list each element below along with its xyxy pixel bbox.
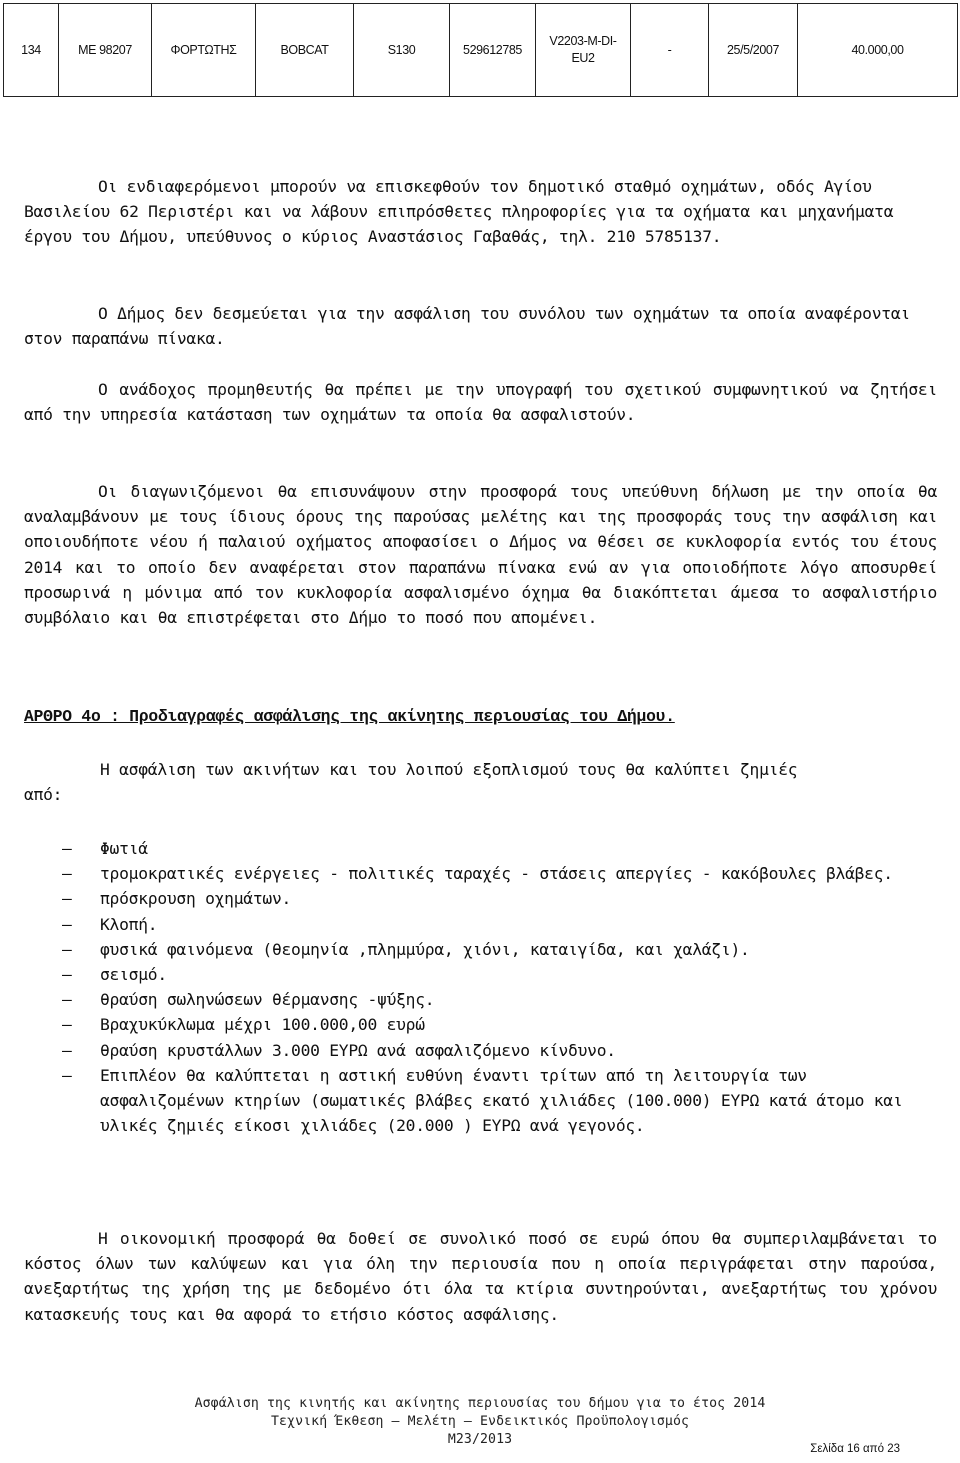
- dash-bullet: –: [62, 1065, 72, 1085]
- page-number: Σελίδα 16 από 23: [810, 1443, 900, 1455]
- table-cell: 40.000,00: [798, 4, 958, 97]
- list-item-text: φυσικά φαινόμενα (θεομηνία ,πλημμύρα, χιόνι, καταιγίδα, και χαλάζι).: [100, 939, 750, 959]
- footer-title: Ασφάλιση της κινητής και ακίνητης περιουσίας του δήμου για το έτος 2014: [194, 1396, 766, 1411]
- list-item-text: Κλοπή.: [100, 914, 158, 934]
- footer-reference: Μ23/2013: [447, 1432, 513, 1447]
- dash-bullet: –: [62, 839, 72, 858]
- list-item: [24, 937, 937, 962]
- dash-bullet: –: [62, 965, 72, 985]
- list-item-text: Φωτιά: [100, 839, 148, 858]
- table-row: [4, 4, 958, 97]
- paragraph-bidders: Οι διαγωνιζόμενοι θα επισυνάψουν στην προσφορά τους υπεύθυνη δήλωση με την οποία θα αναλαμβάνουν με τους ίδιους όρους της παρούσας μελέτης και της προσφοράς τους την ασφάλιση και οποιουδήποτε νέου ή παλαιού οχήματος αποφασίσει ο Δήμος να θέσει σε κυκλοφορία εντός του έτους 2014 και το οποίο δεν αναφέρεται στον παραπάνω πίνακα ενώ αν για οποιοδήποτε λόγο αποσυρθεί προσωρινά η μόνιμα από τον κυκλοφορία ασφαλισμένο όχημα θα διακόπτεται άμεσα το ασφαλιστήριο συμβόλαιο και θα επιστρέφεται στο Δήμο το ποσό που απομένει.: [24, 482, 937, 628]
- list-item-text: πρόσκρουση οχημάτων.: [100, 889, 292, 909]
- table-cell: BOBCAT: [256, 4, 354, 97]
- list-item-text: Επιπλέον θα καλύπτεται η αστική ευθύνη έναντι τρίτων από τη λειτουργία των ασφαλιζομένων κτηρίων (σωματικές βλάβες εκατό χιλιάδες (100.000) ΕΥΡΩ κατά άτομο και υλικές ζημιές είκοσι χιλιάδες (20.000 ) ΕΥΡΩ ανά γεγονός.: [100, 1065, 903, 1136]
- list-item-text: σεισμό.: [100, 965, 167, 985]
- table-cell: 134: [4, 4, 59, 97]
- table-cell: 529612785: [450, 4, 536, 97]
- list-item: [24, 861, 937, 886]
- list-item: [24, 1038, 937, 1063]
- dash-bullet: –: [62, 914, 72, 934]
- vehicle-table: [3, 3, 958, 97]
- list-item-text: θραύση σωληνώσεων θέρμανσης -ψύξης.: [100, 990, 435, 1010]
- table-cell: V2203-M-DI-EU2: [536, 4, 631, 97]
- list-item: [24, 962, 937, 987]
- dash-bullet: –: [62, 864, 72, 884]
- dash-bullet: –: [62, 1015, 72, 1035]
- list-item-text: τρομοκρατικές ενέργειες - πολιτικές ταραχές - στάσεις απεργίες - κακόβουλες βλάβες.: [100, 864, 893, 884]
- coverage-intro-cont: από:: [24, 785, 63, 804]
- list-item: [24, 886, 937, 911]
- list-item-text: θραύση κρυστάλλων 3.000 ΕΥΡΩ ανά ασφαλιζόμενο κίνδυνο.: [100, 1040, 616, 1060]
- table-cell: S130: [354, 4, 450, 97]
- table-cell: 25/5/2007: [709, 4, 798, 97]
- dash-bullet: –: [62, 939, 72, 959]
- dash-bullet: –: [62, 1040, 72, 1060]
- list-item: [24, 836, 937, 861]
- table-cell: ΜΕ 98207: [59, 4, 152, 97]
- list-item: [24, 1012, 937, 1037]
- paragraph-visit-depot: Οι ενδιαφερόμενοι μπορούν να επισκεφθούν τον δημοτικό σταθμό οχημάτων, οδός Αγίου Βασιλείου 62 Περιστέρι και να λάβουν επιπρόσθετες πληροφορίες για τα οχήματα και μηχανήματα έργου του Δήμου, υπεύθυνος ο κύριος Αναστάσιος Γαβαθάς, τηλ. 210 5785137.: [24, 177, 894, 247]
- paragraph-financial-offer: Η οικονομική προσφορά θα δοθεί σε συνολικό ποσό σε ευρώ όπου θα συμπεριλαμβάνεται το κόστος όλων των καλύψεων και για όλη την περιουσία που η οποία περιγράφεται στην παρούσα, ανεξαρτήτως της χρήση της με δεδομένο ότι όλα τα κτίρια συντηρούνται, ανεξαρτήτως του χρόνου κατασκευής τους και θα αφορά το ετήσιο κόστος ασφάλισης.: [24, 1229, 937, 1324]
- table-cell: -: [631, 4, 709, 97]
- list-item: [24, 987, 937, 1012]
- coverage-intro: Η ασφάλιση των ακινήτων και του λοιπού εξοπλισμού τους θα καλύπτει ζημιές: [100, 760, 798, 779]
- table-cell: ΦΟΡΤΩΤΗΣ: [152, 4, 256, 97]
- footer-subtitle: Τεχνική Έκθεση – Μελέτη – Ενδεικτικός Προϋπολογισμός: [270, 1414, 690, 1429]
- list-item: [24, 1063, 937, 1139]
- list-item: [24, 912, 937, 937]
- article-heading: ΑΡΘΡΟ 4ο : Προδιαγραφές ασφάλισης της ακίνητης περιουσίας του Δήμου.: [24, 707, 675, 726]
- paragraph-contractor: Ο ανάδοχος προμηθευτής θα πρέπει με την υπογραφή του σχετικού συμφωνητικού να ζητήσει από την υπηρεσία κατάσταση των οχημάτων τα οποία θα ασφαλιστούν.: [24, 380, 937, 425]
- list-item-text: Βραχυκύκλωμα μέχρι 100.000,00 ευρώ: [100, 1015, 425, 1035]
- dash-bullet: –: [62, 990, 72, 1010]
- dash-bullet: –: [62, 889, 72, 909]
- paragraph-no-obligation: Ο Δήμος δεν δεσμεύεται για την ασφάλιση του συνόλου των οχημάτων τα οποία αναφέρονται στον παραπάνω πίνακα.: [24, 304, 910, 349]
- coverage-list: [24, 836, 937, 1138]
